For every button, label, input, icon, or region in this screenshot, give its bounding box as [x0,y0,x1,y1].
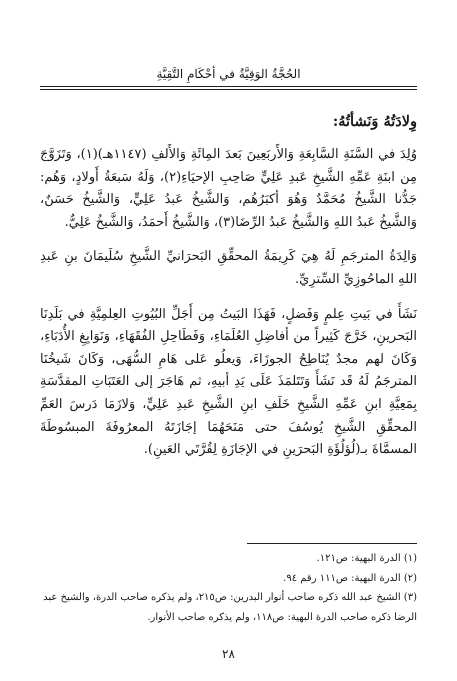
footnote-2: (٢) الدرة البهية: ص١١١ رقم ٩٤. [283,572,417,584]
footnote-3: (٣) الشيخ عبد الله ذكره صاحب أنوار البدرين: ص٢١٥، ولم يذكره صاحب الدرة، والشيخ عبد الرضا ذكره صاحب الدرة البهية: ص١١٨، ولم يذكره صاحب الأنوار. [43,592,417,623]
footnotes [40,549,417,627]
paragraph-birth: وُلِدَ في السَّنَةِ السَّابِعَةِ وَالأَربَعِينَ بَعدَ المِائَةِ وَالأَلفِ (١١٤٧هـ)(١)، وَتَزَوَّجَ مِن ابنَةِ عَمِّهِ الشَّيخِ عَبدِ عَلِيٍّ صَاحِبِ الإحيَاءِ(٢)، وَلَهُ سَبعَةُ أَولادٍ، وَهُم: جَدُّنا الشَّيخُ مُحَمَّدٌ وَهُوَ أكبَرُهُم، وَالشَّيخُ عَبدُ عَلِيٍّ، وَالشَّيخُ حَسَنٌ، وَالشَّيخُ عَبدُ اللهِ وَالشَّيخُ عَبدُ الرِّضَا(٣)، وَالشَّيخُ أَحمَدُ، وَالشَّيخُ عَلِيٌّ. [40,147,418,230]
page-number: ٢٨ [222,647,235,661]
paragraph-mother: وَالِدَةُ المترجَمِ لَهُ هِيَ كَرِيمَةُ المحقِّقِ البَحرَانيِّ الشَّيخِ سُلَيمَانَ بنِ عَبدِ اللهِ الماحُوزِيِّ السِّترِيِّ. [40,249,417,287]
footnote-1: (١) الدرة البهية: ص١٢١. [316,553,417,564]
section-heading: وِلادَتُهُ وَنَشأتُهُ: [332,113,417,130]
paragraph-upbringing: نَشَأَ في بَيتِ عِلمٍ وَفَضلٍ، فَهَذَا البَيتُ مِن أَجَلِّ البُيُوتِ العِلمِيَّةِ في بَلَدِنَا البَحرينِ، خَرَّجَ كَثِيراً من أفاضِلِ العُلَمَاءِ، وَفَطَاحِلِ الفُقَهَاءِ، وَنَوَابِغِ الأُدَبَاءِ، وَكَانَ لهم مجدٌ يُنَاطِحُ الجوزَاءَ، وَيعلُو عَلى هَامِ السُّهَى، وَكَانَ شَيخُنَا المترجَمُ لَهُ قَد نَشَأَ وَتَتَلمَذَ عَلَى يَدِ أبيهِ، ثم هَاجَرَ إلى العَتَبَاتِ المقدَّسَةِ بِمَعِيَّةِ ابنِ عَمِّهِ الشَّيخِ خَلَفِ ابنِ الشَّيخِ عَبدِ عَلِيٍّ، وَلازَمَا دَرسَ العَمِّ المحقِّقِ الشَّيخِ يُوسُفَ حتى مَنَحَهُمَا إجَازَتَهُ المعرُوفَةَ المبسُوطَةَ المسمَّاةَ بـ(لُؤلُؤَةِ البَحرَينِ في الإجَازَةِ لِقُرَّتَي العَينِ). [40,306,417,458]
footnote-separator [247,543,417,544]
main-text [40,112,417,472]
running-header: الحُجَّةُ الوَقِيَّةُ في أحْكَامِ التَّقِيَّةِ [156,67,301,81]
header-rule [40,86,417,90]
